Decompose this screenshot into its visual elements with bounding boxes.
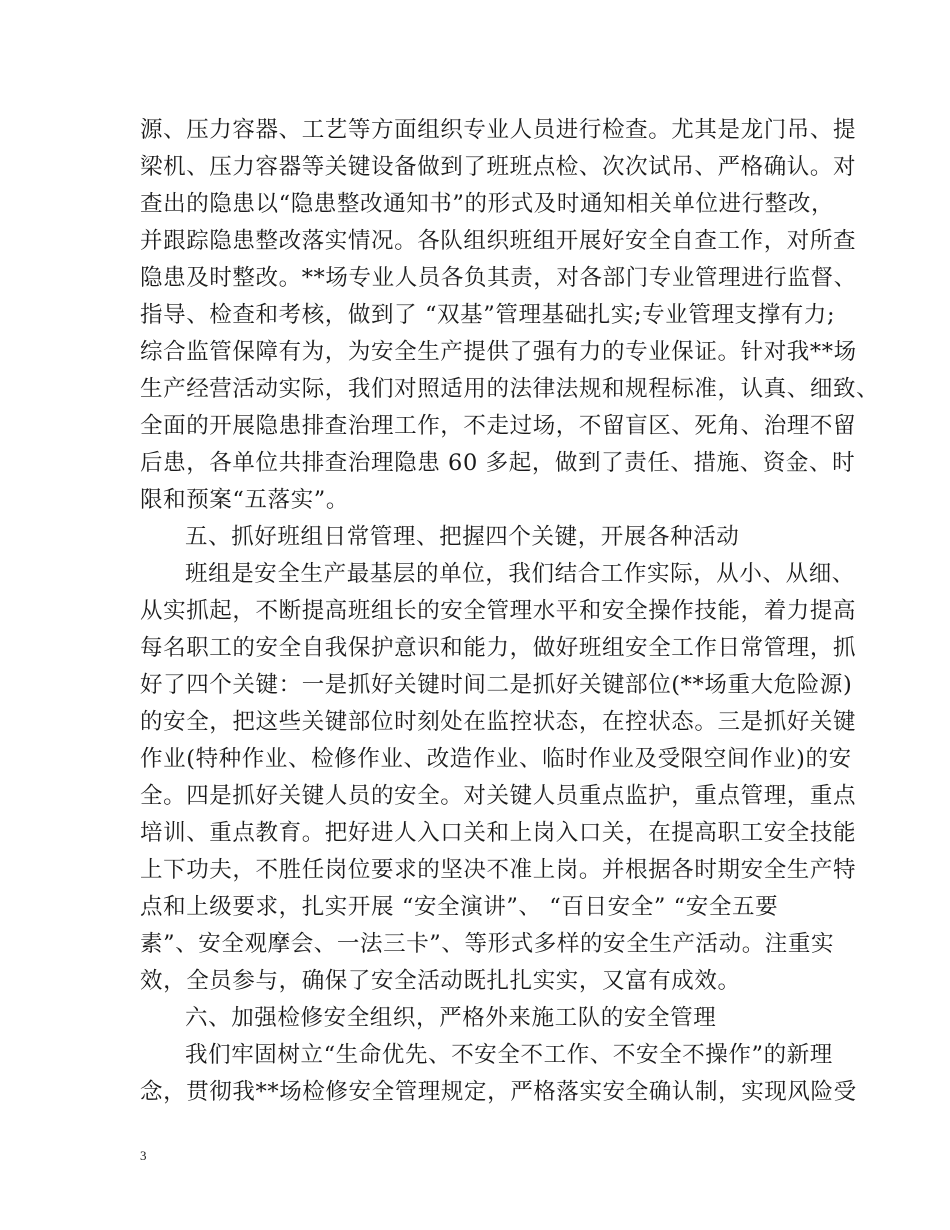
text-line: 的安全，把这些关键部位时刻处在监控状态，在控状态。三是抓好关键 xyxy=(140,709,857,735)
text-line: 综合监管保障有为，为安全生产提供了强有力的专业保证。针对我**场 xyxy=(140,339,857,365)
text-line: 从实抓起，不断提高班组长的安全管理水平和安全操作技能，着力提高 xyxy=(140,598,857,624)
text-line: 五、抓好班组日常管理、把握四个关键，开展各种活动 xyxy=(185,524,740,550)
text-line: 全。四是抓好关键人员的安全。对关键人员重点监护，重点管理，重点 xyxy=(140,783,857,809)
text-line: 每名职工的安全自我保护意识和能力，做好班组安全工作日常管理，抓 xyxy=(140,635,857,661)
text-line: 全面的开展隐患排查治理工作，不走过场，不留盲区、死角、治理不留 xyxy=(140,413,857,439)
text-line: 效，全员参与，确保了安全活动既扎扎实实，又富有成效。 xyxy=(140,968,741,994)
text-line: 我们牢固树立“生命优先、不安全不工作、不安全不操作”的新理 xyxy=(185,1042,833,1068)
text-line: 查出的隐患以“隐患整改通知书”的形式及时通知相关单位进行整改， xyxy=(140,191,835,217)
text-line: 生产经营活动实际，我们对照适用的法律法规和规程标准，认真、细致、 xyxy=(140,376,880,402)
text-line: 培训、重点教育。把好进人入口关和上岗入口关，在提高职工安全技能 xyxy=(140,820,857,846)
document-body xyxy=(140,112,880,1111)
text-line: 梁机、压力容器等关键设备做到了班班点检、次次试吊、严格确认。对 xyxy=(140,154,857,180)
page-number: 3 xyxy=(140,1148,147,1163)
text-line: 隐患及时整改。**场专业人员各负其责，对各部门专业管理进行监督、 xyxy=(140,265,857,291)
text-line: 好了四个关键：一是抓好关键时间二是抓好关键部位(**场重大危险源) xyxy=(140,672,853,698)
text-line: 念，贯彻我**场检修安全管理规定，严格落实安全确认制，实现风险受 xyxy=(140,1079,857,1105)
text-line: 指导、检查和考核，做到了 “双基”管理基础扎实;专业管理支撑有力; xyxy=(140,302,836,328)
text-line: 后患，各单位共排查治理隐患 60 多起，做到了责任、措施、资金、时 xyxy=(140,450,856,476)
text-line: 作业(特种作业、检修作业、改造作业、临时作业及受限空间作业)的安 xyxy=(140,746,852,772)
text-line: 源、压力容器、工艺等方面组织专业人员进行检查。尤其是龙门吊、提 xyxy=(140,117,857,143)
text-line: 点和上级要求，扎实开展 “安全演讲”、 “百日安全” “安全五要 xyxy=(140,894,779,920)
text-line: 限和预案“五落实”。 xyxy=(140,487,350,513)
text-line: 班组是安全生产最基层的单位，我们结合工作实际，从小、从细、 xyxy=(185,561,855,587)
text-line: 并跟踪隐患整改落实情况。各队组织班组开展好安全自查工作，对所查 xyxy=(140,228,857,254)
text-line: 上下功夫，不胜任岗位要求的坚决不准上岗。并根据各时期安全生产特 xyxy=(140,857,857,883)
text-line: 素”、安全观摩会、一法三卡”、等形式多样的安全生产活动。注重实 xyxy=(140,931,835,957)
text-line: 六、加强检修安全组织，严格外来施工队的安全管理 xyxy=(185,1005,717,1031)
